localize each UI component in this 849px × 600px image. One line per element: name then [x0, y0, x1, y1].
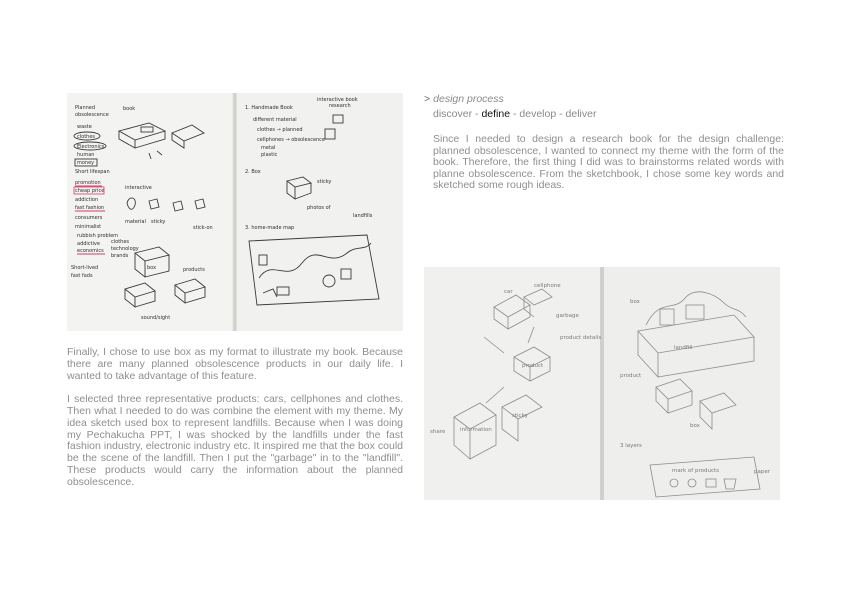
sketch-word: fast fashion	[75, 205, 105, 211]
chevron-right-icon: >	[424, 93, 431, 105]
sketch-label: sticky	[512, 413, 528, 419]
sketch-label: paper	[754, 469, 770, 475]
paragraph-box-format: Finally, I chose to use box as my format to illustrate my book. Because there are many planned obsolescence products in our daily life. I wanted to take advantage of this feature.	[67, 346, 403, 382]
sketch-word: consumers	[75, 215, 103, 221]
sketch-word: Short lifespan	[75, 169, 110, 175]
sketch-word: book	[123, 106, 136, 112]
sketch-word: Electronics	[77, 144, 105, 150]
sketch-item: different material	[253, 117, 297, 123]
sketch-item: metal	[261, 145, 276, 151]
step-define: define	[481, 108, 511, 120]
step-develop: develop	[519, 108, 557, 120]
sketch-word: Planned	[75, 105, 96, 111]
sketch-word: cheap price	[75, 188, 105, 194]
sketch-label: product	[522, 363, 544, 369]
sketch-item: clothes → planned	[257, 127, 303, 133]
sketch-word: fast fads	[71, 273, 93, 279]
sketch-item: research	[329, 103, 351, 109]
sketch-label: landfill	[674, 345, 693, 351]
sketch-word: rubbish problem	[77, 233, 119, 239]
sketch-word: interactive	[125, 185, 152, 191]
sketch-label: share	[430, 429, 446, 435]
sketch-word: sticky	[151, 219, 166, 225]
sketch-item: 2. Box	[245, 169, 261, 175]
brainstorm-sketch	[67, 93, 403, 331]
sketch-label: box	[690, 423, 700, 429]
sketchbook-photo-brainstorm	[67, 93, 403, 331]
sketch-label: car	[504, 289, 513, 295]
sketch-item: 3. home-made map	[245, 225, 295, 231]
step-separator: -	[510, 108, 520, 120]
sketch-item: landfills	[353, 213, 373, 219]
sketch-item: plastic	[261, 152, 278, 158]
sketch-word: money	[77, 160, 95, 166]
sketch-word: stick-on	[193, 225, 213, 231]
sketch-word: box	[147, 265, 157, 271]
sketch-item: 1. Handmade Book	[245, 105, 293, 111]
sketch-label: cellphone	[534, 283, 561, 289]
sketchbook-photo-landfill	[424, 267, 780, 500]
sketch-label: information	[460, 427, 492, 433]
sketch-label: product details	[560, 335, 602, 341]
sketch-item: sticky	[317, 179, 332, 185]
design-process-heading	[424, 93, 784, 105]
landfill-sketch	[424, 267, 780, 500]
sketch-label: mark of products	[672, 468, 719, 474]
sketch-word: products	[183, 267, 205, 273]
sketch-item: interactive book	[317, 97, 358, 103]
sketch-label: 3 layers	[620, 443, 642, 449]
section-title: design process	[433, 93, 504, 105]
sketch-word: promotion	[75, 180, 101, 186]
step-separator: -	[556, 108, 566, 120]
sketch-word: technology	[111, 246, 139, 252]
step-discover: discover	[433, 108, 473, 120]
sketch-word: Short-lived	[71, 265, 99, 271]
sketch-word: addictive	[77, 241, 100, 247]
sketch-word: sound/sight	[141, 315, 171, 321]
sketch-word: economics	[77, 248, 104, 254]
step-deliver: deliver	[565, 108, 597, 120]
format-description	[67, 347, 403, 500]
sketch-word: minimalist	[75, 224, 102, 230]
sketch-word: clothes	[111, 239, 130, 245]
process-description: Since I needed to design a research book for the design challenge: planned obsolescence, I wanted to connect my theme with the form of the book. Therefore, the first thing I did was to brainstorms related words with planne obsolescence. From the sketchbook, I chose some key words and sketched some rough ideas.	[433, 133, 784, 192]
design-process-section	[424, 93, 784, 192]
sketch-label: garbage	[556, 313, 579, 319]
sketch-word: material	[125, 219, 146, 225]
sketch-item: photos of	[307, 205, 331, 211]
sketch-item: cellphones → obsolescence	[257, 137, 326, 143]
sketch-word: clothes	[77, 134, 96, 140]
sketch-word: human	[77, 152, 95, 158]
step-separator: -	[472, 108, 482, 120]
sketch-label: product	[620, 373, 642, 379]
paragraph-products: I selected three representative products: cars, cellphones and clothes. Then what I needed to do was combine the element with my theme. My idea sketch used box to represent landfills. Because when I was doing my Pechakucha PPT, I was shocked by the landfills under the fast fashion industry, electronic industry etc. It inspired me that the box could be the scene of the landfill. Then I put the "garbage" in to the "landfill". These products would carry the information about the planned obsolescence.	[67, 393, 403, 488]
sketch-word: brands	[111, 253, 129, 259]
sketch-word: waste	[77, 124, 92, 130]
sketch-word: obsolescence	[75, 112, 109, 118]
sketch-word: addiction	[75, 197, 99, 203]
sketch-label: box	[630, 299, 640, 305]
process-steps	[424, 108, 784, 120]
